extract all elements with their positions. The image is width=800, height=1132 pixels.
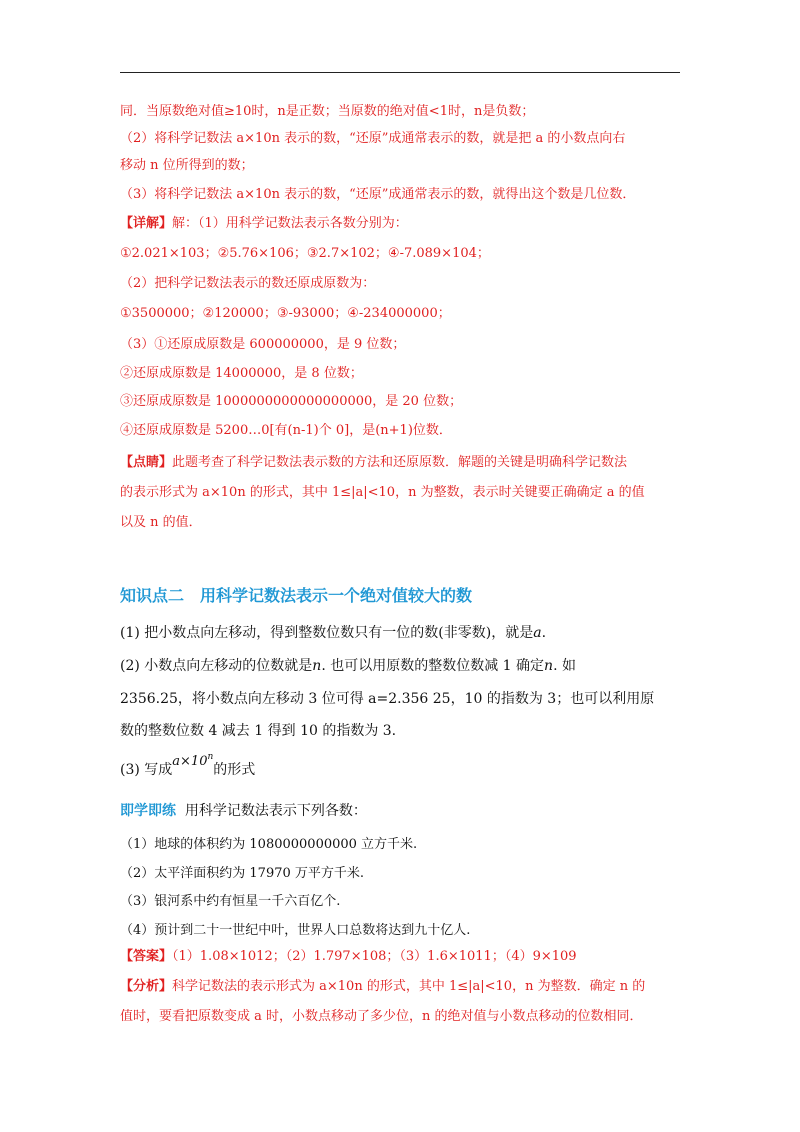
analysis-line bbox=[120, 978, 645, 996]
kp2-end: . 如 bbox=[553, 658, 576, 674]
practice-question: （3）银河系中约有恒星一千六百亿个. bbox=[120, 894, 341, 909]
answer-tag: 【答案】 bbox=[120, 949, 173, 964]
text-line: （2）把科学记数法表示的数还原成原数为： bbox=[120, 276, 376, 291]
text-line: ②还原成原数是 14000000，是 8 位数； bbox=[120, 366, 363, 381]
comment-tag: 【点睛】 bbox=[120, 455, 173, 470]
knowledge-point-3 bbox=[120, 752, 256, 782]
practice-question: （1）地球的体积约为 1080000000000 立方千米. bbox=[120, 837, 418, 852]
text-line: 值时，要看把原数变成 a 时，小数点移动了多少位，n 的绝对值与小数点移动的位数相同． bbox=[120, 1009, 643, 1024]
kp1-var: a bbox=[533, 625, 542, 641]
section-heading bbox=[120, 583, 472, 606]
text-line: 以及 n 的值． bbox=[120, 515, 202, 530]
text-line: ①3500000；②120000；③-93000；④-234000000； bbox=[120, 306, 451, 321]
kp1-end: . bbox=[541, 625, 547, 641]
formula-exp: n bbox=[207, 752, 214, 762]
header-rule bbox=[120, 72, 680, 73]
formula bbox=[172, 754, 213, 769]
detail-tag: 【详解】 bbox=[120, 216, 173, 231]
text-line: ①2.021×103；②5.76×106；③2.7×102；④-7.089×104； bbox=[120, 246, 490, 261]
analysis-text: 科学记数法的表示形式为 a×10n 的形式，其中 1≤|a|<10，n 为整数．确定 n 的 bbox=[172, 979, 646, 994]
practice-title: 即学即练 bbox=[120, 803, 176, 819]
comment-text: 此题考查了科学记数法表示数的方法和还原原数．解题的关键是明确科学记数法 bbox=[172, 455, 628, 470]
text-line: ④还原成原数是 5200…0[有(n-1)个 0]，是(n+1)位数． bbox=[120, 423, 452, 438]
kp1-text: (1) 把小数点向左移动，得到整数位数只有一位的数(非零数)，就是 bbox=[120, 625, 534, 641]
knowledge-point-2-cont: 数的整数位数 4 减去 1 得到 10 的指数为 3. bbox=[120, 723, 397, 739]
text-line: ③还原成原数是 1000000000000000000，是 20 位数； bbox=[120, 394, 463, 409]
kp2-text: (2) 小数点向左移动的位数就是 bbox=[120, 658, 313, 674]
text-line: 的表示形式为 a×10n 的形式，其中 1≤|a|<10，n 为整数，表示时关键要正确确定 a 的值 bbox=[120, 485, 645, 500]
kp2-var2: n bbox=[544, 658, 554, 674]
detail-line bbox=[120, 215, 408, 233]
text-line: 同．当原数绝对值≥10时，n是正数；当原数的绝对值<1时，n是负数； bbox=[120, 104, 535, 119]
text-line: （2）将科学记数法 a×10n 表示的数，“还原”成通常表示的数，就是把 a 的小数点向右 bbox=[120, 131, 626, 146]
kp3-text: (3) 写成 bbox=[120, 762, 173, 778]
knowledge-point-2 bbox=[120, 656, 576, 676]
knowledge-point-1 bbox=[120, 623, 546, 643]
text-line: （3）将科学记数法 a×10n 表示的数，“还原”成通常表示的数，就得出这个数是几位数． bbox=[120, 187, 636, 202]
formula-base: a×10 bbox=[172, 754, 208, 769]
detail-text: 解：（1）用科学记数法表示各数分别为： bbox=[172, 216, 408, 231]
practice-intro: 用科学记数法表示下列各数： bbox=[184, 803, 367, 819]
knowledge-point-2-cont: 2356.25，将小数点向左移动 3 位可得 a=2.356 25，10 的指数为 3；也可以利用原 bbox=[120, 691, 655, 707]
answer-line bbox=[120, 948, 577, 966]
analysis-tag: 【分析】 bbox=[120, 979, 173, 994]
practice-question: （4）预计到二十一世纪中叶，世界人口总数将达到九十亿人. bbox=[120, 923, 471, 938]
comment-line bbox=[120, 454, 627, 472]
text-line: （3）①还原成原数是 600000000，是 9 位数； bbox=[120, 337, 406, 352]
text-line: 移动 n 位所得到的数； bbox=[120, 158, 254, 173]
kp3-suffix: 的形式 bbox=[213, 762, 256, 778]
kp2-mid: . 也可以用原数的整数位数减 1 确定 bbox=[321, 658, 545, 674]
answer-text: （1）1.08×1012；（2）1.797×108；（3）1.6×1011；（4）9×109 bbox=[172, 949, 577, 964]
section-heading-label: 知识点二 bbox=[120, 586, 185, 605]
practice-header bbox=[120, 800, 367, 820]
practice-question: （2）太平洋面积约为 17970 万平方千米. bbox=[120, 866, 365, 881]
kp2-var: n bbox=[312, 658, 322, 674]
section-heading-title: 用科学记数法表示一个绝对值较大的数 bbox=[200, 586, 473, 605]
